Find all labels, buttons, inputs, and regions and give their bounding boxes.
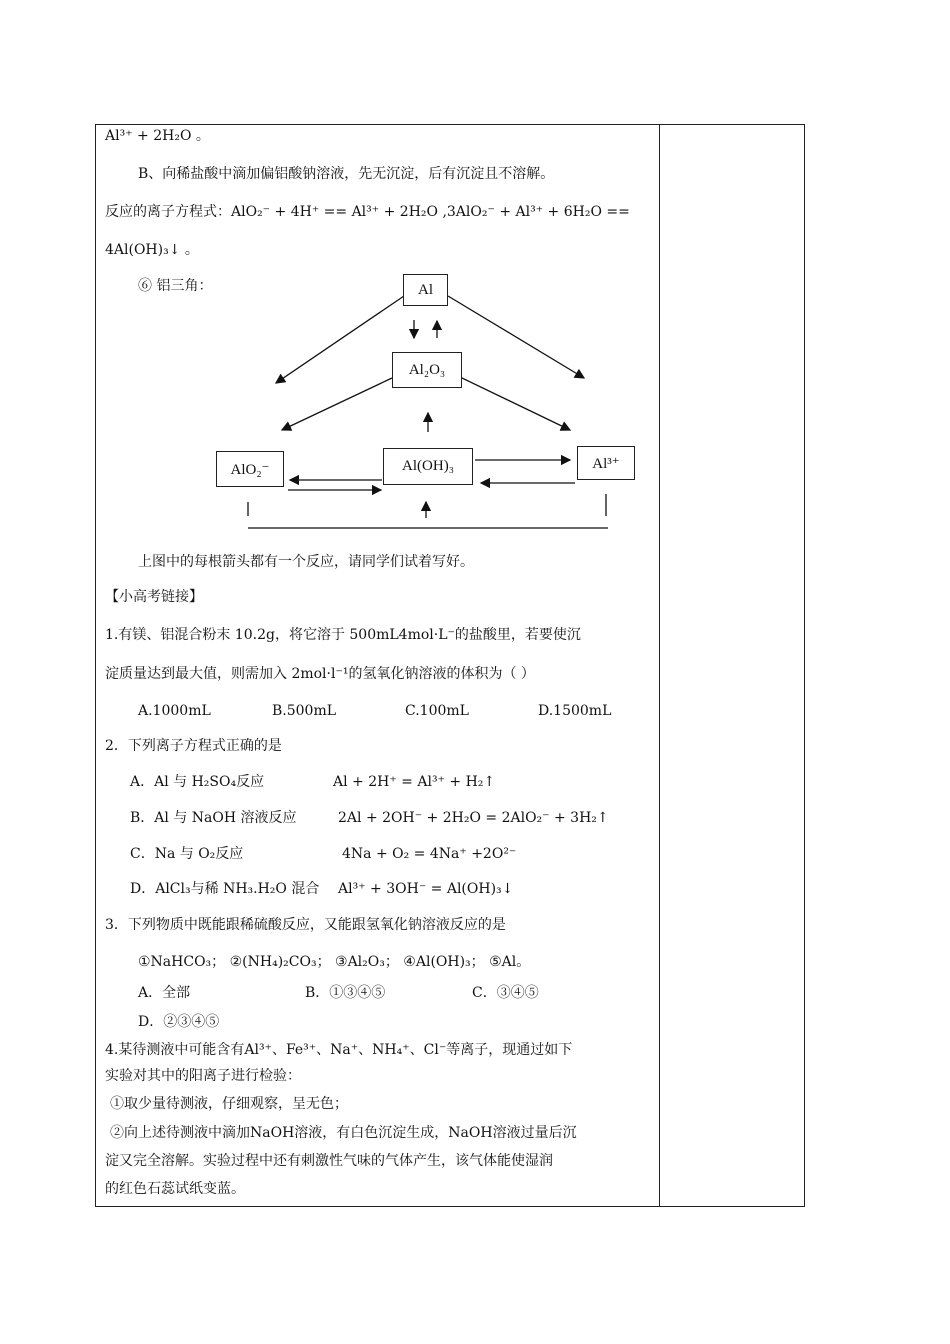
option-d: D.1500mL xyxy=(538,703,612,719)
question-stem: 4.某待测液中可能含有Al³⁺、Fe³⁺、Na⁺、NH₄⁺、Cl⁻等离子，现通过如下 xyxy=(105,1042,573,1058)
question-stem: 2．下列离子方程式正确的是 xyxy=(105,738,282,754)
option-a-label: A．Al 与 H₂SO₄反应 xyxy=(130,774,265,790)
option-a: A．全部 xyxy=(138,985,191,1001)
text-line: 上图中的每根箭头都有一个反应，请同学们试着写好。 xyxy=(138,554,474,570)
option-b: B．①③④⑤ xyxy=(305,985,386,1001)
option-c: C.100mL xyxy=(405,703,469,719)
option-d: D．②③④⑤ xyxy=(138,1014,220,1030)
option-d-label: D．AlCl₃与稀 NH₃.H₂O 混合 xyxy=(130,881,320,897)
option-b: B.500mL xyxy=(272,703,337,719)
substance-list: ①NaHCO₃； ②(NH₄)₂CO₃； ③Al₂O₃； ④Al(OH)₃； ⑤Al。 xyxy=(138,954,531,970)
option-b-equation: 2Al + 2OH⁻ + 2H₂O = 2AlO₂⁻ + 3H₂↑ xyxy=(338,810,609,826)
option-b-label: B．Al 与 NaOH 溶液反应 xyxy=(130,810,297,826)
box-al: Al xyxy=(403,274,448,306)
question-step: 的红色石蕊试纸变蓝。 xyxy=(105,1181,245,1197)
box-al3: Al³⁺ xyxy=(577,446,635,480)
question-stem: 3．下列物质中既能跟稀硫酸反应，又能跟氢氧化钠溶液反应的是 xyxy=(105,917,506,933)
text-line: 4Al(OH)₃↓ 。 xyxy=(105,242,199,258)
text-line: Al³⁺ + 2H₂O 。 xyxy=(105,128,210,144)
box-al2o3: Al₂O₃ xyxy=(392,352,462,388)
section-heading: 【小高考链接】 xyxy=(105,589,203,605)
option-a-equation: Al + 2H⁺ = Al³⁺ + H₂↑ xyxy=(333,774,496,790)
section-heading: ⑥ 铝三角： xyxy=(138,278,213,294)
text-line: 反应的离子方程式：AlO₂⁻ + 4H⁺ == Al³⁺ + 2H₂O ,3AlO₂⁻ + Al³⁺ + 6H₂O == xyxy=(105,204,630,220)
question-step: 淀又完全溶解。实验过程中还有刺激性气味的气体产生，该气体能使湿润 xyxy=(105,1153,553,1169)
question-step: ②向上述待测液中滴加NaOH溶液，有白色沉淀生成，NaOH溶液过量后沉 xyxy=(110,1125,577,1141)
option-c-label: C．Na 与 O₂反应 xyxy=(130,846,244,862)
question-stem: 淀质量达到最大值，则需加入 2mol·l⁻¹的氢氧化钠溶液的体积为（ ） xyxy=(105,666,535,682)
question-step: ①取少量待测液，仔细观察，呈无色； xyxy=(110,1096,348,1112)
option-c: C．③④⑤ xyxy=(472,985,539,1001)
option-a: A.1000mL xyxy=(138,703,211,719)
text-line: B、向稀盐酸中滴加偏铝酸钠溶液，先无沉淀，后有沉淀且不溶解。 xyxy=(138,166,555,182)
box-alo2: AlO₂⁻ xyxy=(216,451,284,487)
option-d-equation: Al³⁺ + 3OH⁻ = Al(OH)₃↓ xyxy=(338,881,514,897)
question-stem: 实验对其中的阳离子进行检验： xyxy=(105,1068,301,1084)
box-aloh3: Al(OH)₃ xyxy=(383,448,473,485)
question-stem: 1.有镁、铝混合粉末 10.2g，将它溶于 500mL4mol·L⁻的盐酸里，若要使沉 xyxy=(105,627,581,643)
option-c-equation: 4Na + O₂ = 4Na⁺ +2O²⁻ xyxy=(342,846,517,862)
